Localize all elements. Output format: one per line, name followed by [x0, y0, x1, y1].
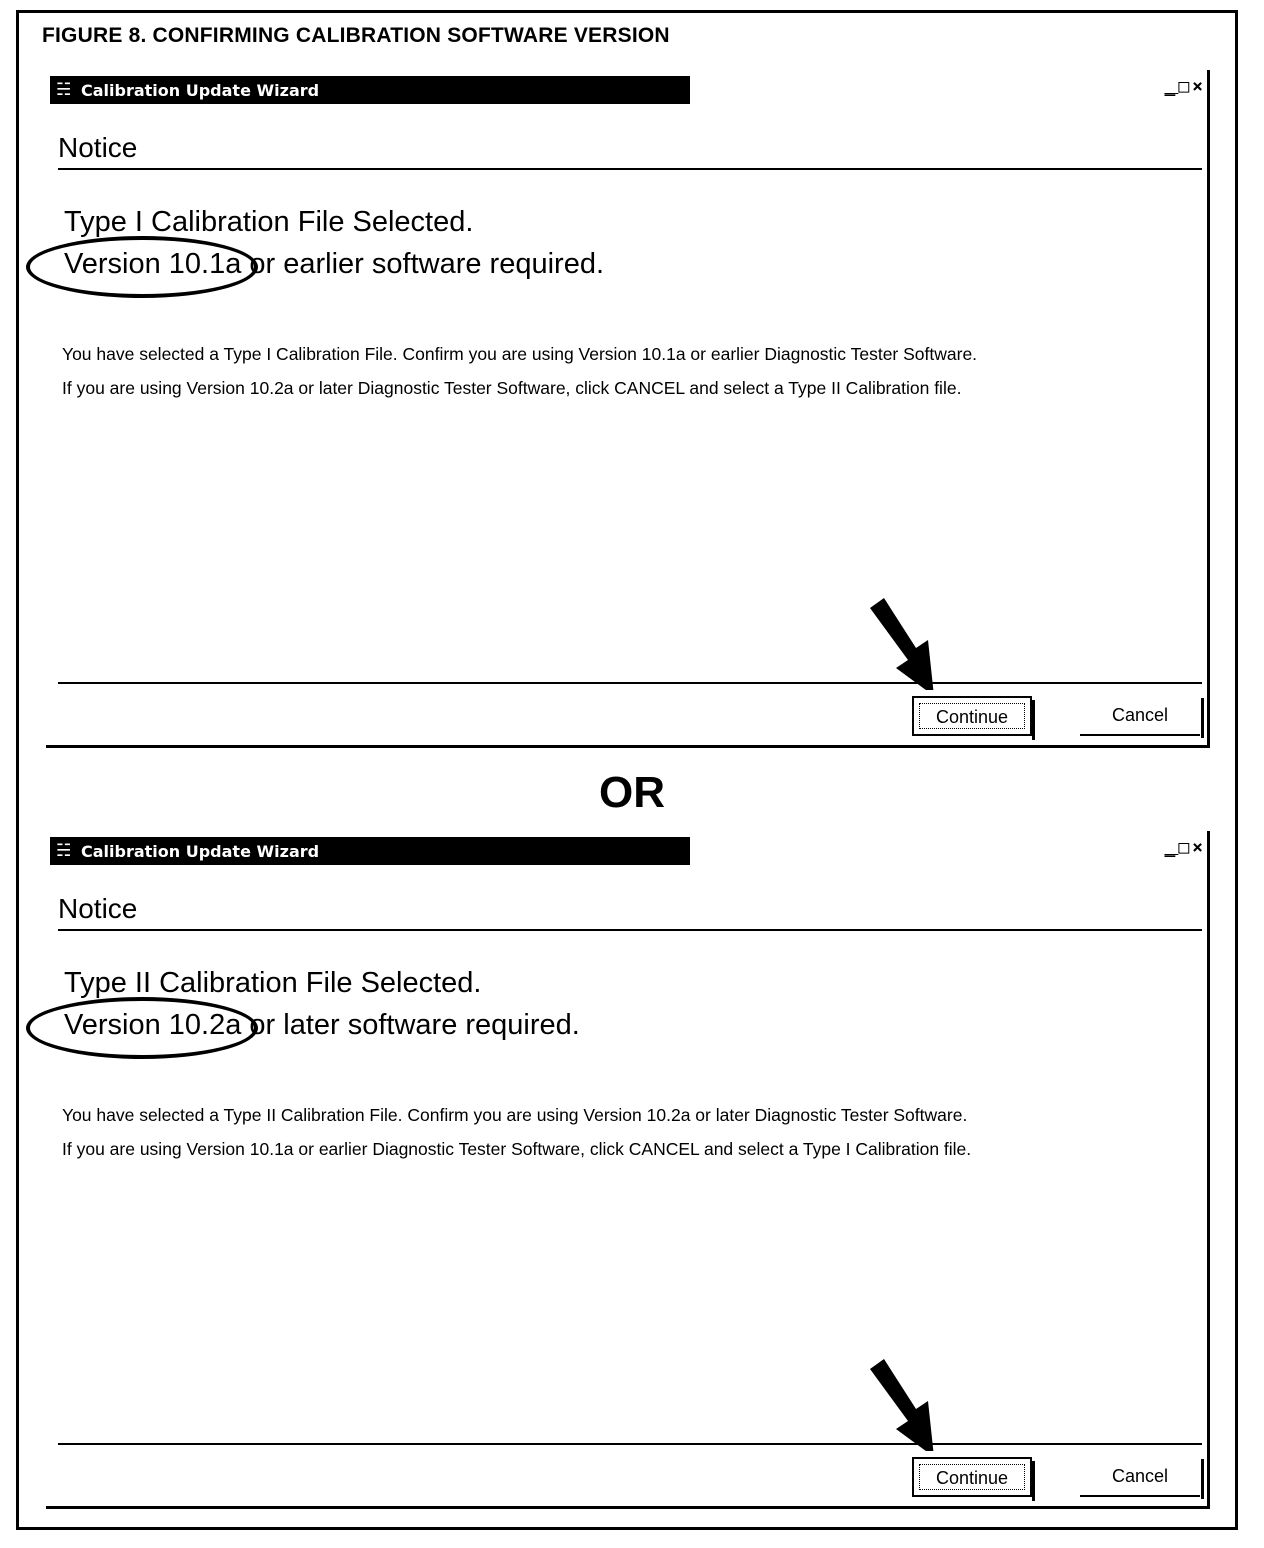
version-highlight-ellipse [26, 236, 258, 298]
divider [58, 929, 1202, 931]
window-controls [1164, 837, 1206, 858]
version-highlight-ellipse [26, 997, 258, 1059]
close-icon[interactable]: × [1192, 837, 1206, 858]
maximize-icon[interactable]: □ [1178, 837, 1193, 858]
or-separator: OR [599, 768, 665, 817]
section-heading: Notice [58, 132, 138, 163]
window-title: Calibration Update Wizard [81, 842, 320, 861]
wizard-app-icon: ☵ [56, 841, 72, 861]
title-bar-gradient [664, 76, 690, 104]
continue-button[interactable] [912, 696, 1032, 736]
minimize-icon[interactable]: _ [1164, 76, 1179, 97]
window-border-right [1207, 831, 1210, 1507]
title-bar[interactable] [50, 76, 690, 104]
body-text-line-1: You have selected a Type II Calibration File. Confirm you are using Version 10.2a or later Diagnostic Tester Software. [62, 1105, 968, 1125]
button-divider [58, 1443, 1202, 1445]
continue-button[interactable] [912, 1457, 1032, 1497]
figure-title: FIGURE 8. CONFIRMING CALIBRATION SOFTWARE VERSION [42, 24, 670, 47]
title-bar-gradient [664, 837, 690, 865]
body-text-line-2: If you are using Version 10.1a or earlier Diagnostic Tester Software, click CANCEL and select a Type I Calibration file. [62, 1139, 972, 1159]
minimize-icon[interactable]: _ [1164, 837, 1179, 858]
wizard-app-icon: ☵ [56, 80, 72, 100]
button-divider [58, 682, 1202, 684]
window-controls [1164, 76, 1206, 97]
close-icon[interactable]: × [1192, 76, 1206, 97]
window-border-bottom [46, 745, 1210, 748]
headline-version-required: Version 10.1a or earlier software required. [64, 248, 605, 280]
wizard-window-type-1 [46, 70, 1216, 750]
headline-file-type: Type I Calibration File Selected. [64, 206, 474, 238]
section-heading: Notice [58, 893, 138, 924]
body-text-line-2: If you are using Version 10.2a or later Diagnostic Tester Software, click CANCEL and select a Type II Calibration file. [62, 378, 962, 398]
wizard-window-type-2 [46, 831, 1216, 1511]
body-text-line-1: You have selected a Type I Calibration File. Confirm you are using Version 10.1a or earlier Diagnostic Tester Software. [62, 344, 978, 364]
window-border-right [1207, 70, 1210, 746]
continue-button-label: Continue [919, 1464, 1025, 1490]
headline-version-required: Version 10.2a or later software required. [64, 1009, 580, 1041]
divider [58, 168, 1202, 170]
continue-button-label: Continue [919, 703, 1025, 729]
headline-file-type: Type II Calibration File Selected. [64, 967, 482, 999]
pointer-arrow-icon [862, 594, 942, 690]
maximize-icon[interactable]: □ [1178, 76, 1193, 97]
title-bar[interactable] [50, 837, 690, 865]
cancel-button[interactable]: Cancel [1080, 1457, 1200, 1497]
cancel-button[interactable]: Cancel [1080, 696, 1200, 736]
pointer-arrow-icon [862, 1355, 942, 1451]
window-title: Calibration Update Wizard [81, 81, 320, 100]
window-border-bottom [46, 1506, 1210, 1509]
